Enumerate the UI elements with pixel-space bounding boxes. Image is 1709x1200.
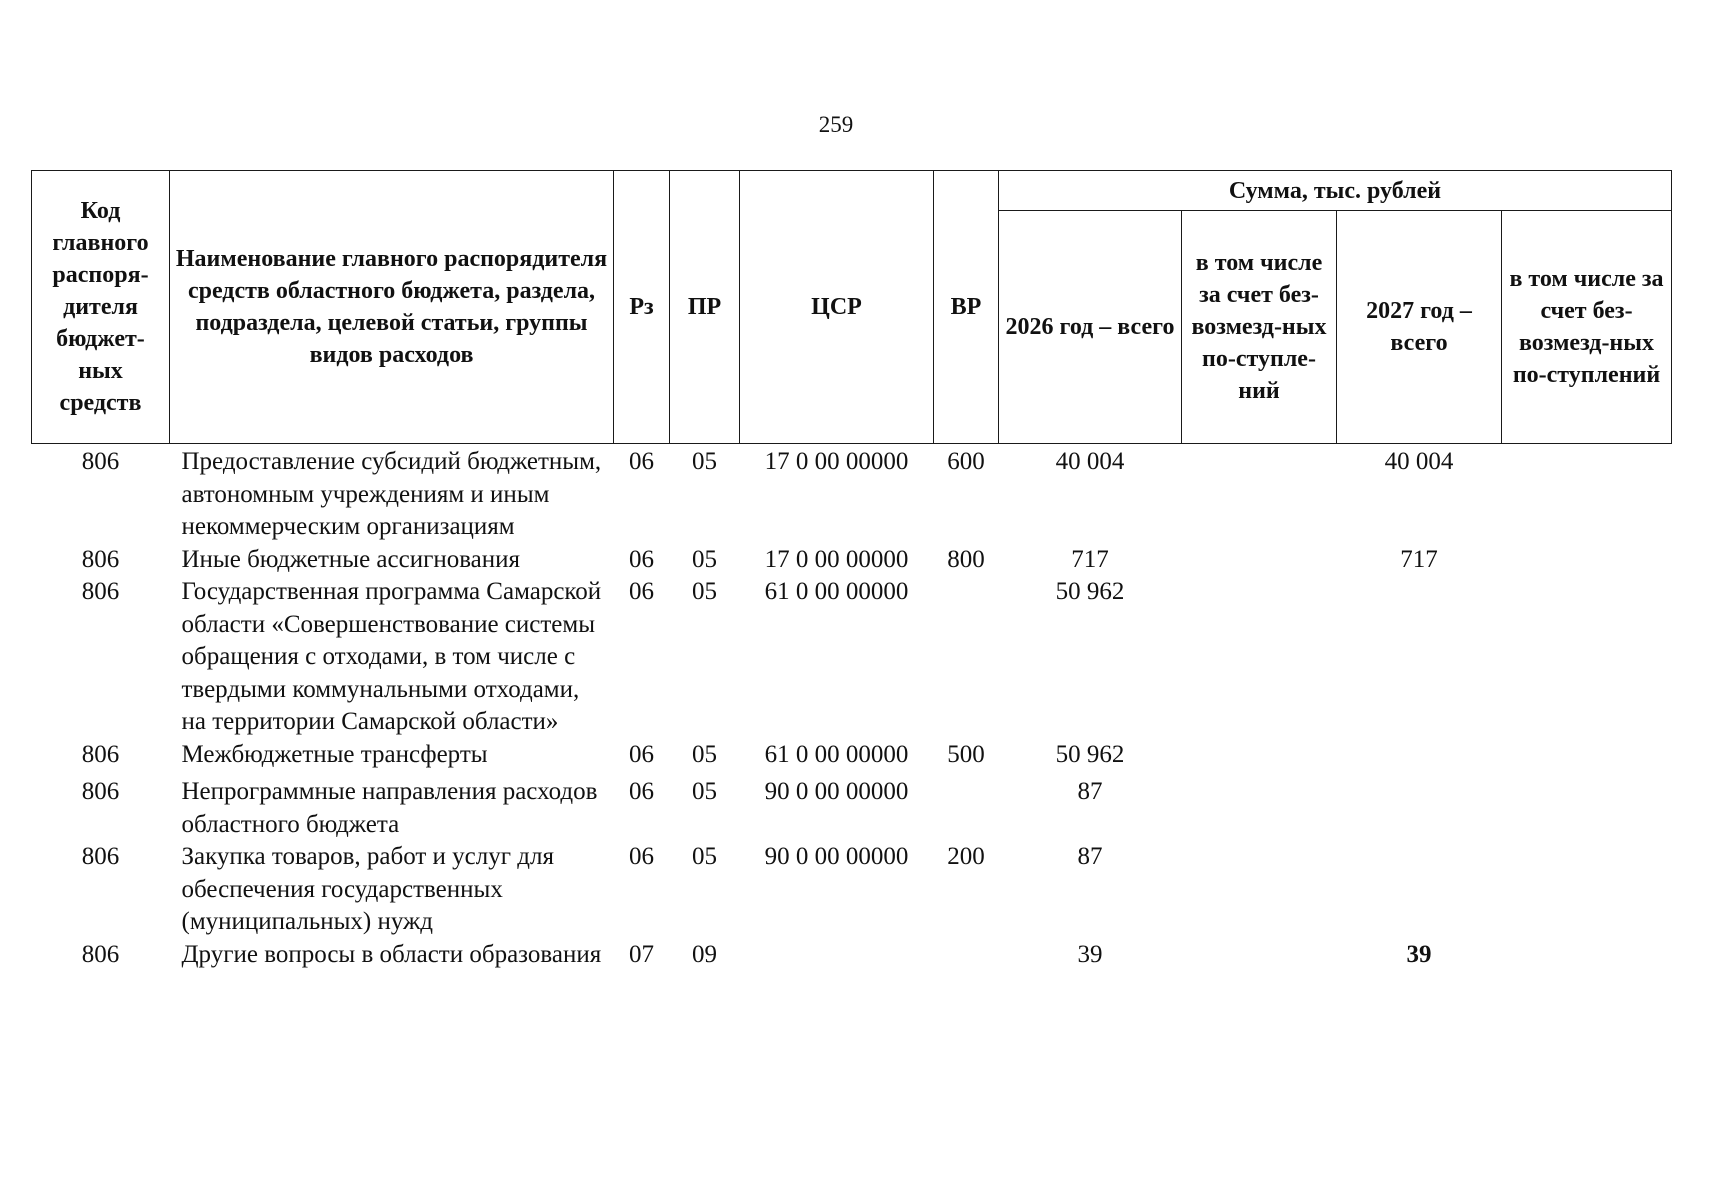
cell-total-2026: 40 004 [1055, 448, 1125, 475]
page-number: 259 [818, 112, 854, 137]
header-free-2027: в том числе за счет без-возмезд-ных по-ступлений [1502, 211, 1672, 444]
cell-rz: 06 [629, 578, 654, 605]
cell-free-2027 [1502, 576, 1672, 739]
cell-code: 806 [81, 778, 120, 805]
cell-total-2026: 50 962 [1055, 578, 1125, 605]
cell-total-2027: 39 [1406, 940, 1432, 968]
cell-pr: 05 [692, 578, 717, 605]
cell-name: Межбюджетные трансферты [181, 740, 488, 768]
header-total-2026: 2026 год – всего [999, 211, 1182, 444]
header-pr: ПР [670, 171, 740, 444]
cell-free-2027 [1502, 841, 1672, 939]
cell-rz: 06 [629, 740, 654, 768]
cell-rz: 06 [629, 545, 654, 573]
header-total-2027: 2027 год – всего [1337, 211, 1502, 444]
cell-total-2026: 717 [1071, 545, 1109, 573]
cell-vr: 500 [947, 740, 985, 768]
cell-pr: 09 [692, 940, 717, 968]
cell-free-2027 [1502, 771, 1672, 841]
cell-vr [934, 939, 999, 972]
cell-total-2027: 717 [1400, 545, 1438, 573]
cell-code: 806 [81, 578, 120, 605]
header-free-2026: в том числе за счет без-возмезд-ных по-ступле-ний [1182, 211, 1337, 444]
budget-table [31, 170, 1672, 971]
cell-total-2026: 87 [1077, 778, 1103, 805]
cell-total-2026: 39 [1077, 940, 1103, 968]
cell-vr: 800 [947, 545, 985, 573]
cell-rz: 06 [629, 448, 654, 475]
cell-vr: 200 [947, 843, 985, 870]
cell-total-2027 [1337, 771, 1502, 841]
table-row [32, 444, 1672, 544]
cell-free-2027 [1502, 444, 1672, 544]
cell-csr: 17 0 00 00000 [764, 545, 909, 573]
header-code: Код главного распоря-дителя бюджет-ных средств [32, 171, 170, 444]
table-row [32, 771, 1672, 841]
cell-free-2026 [1182, 544, 1337, 577]
cell-csr: 90 0 00 00000 [764, 778, 909, 805]
cell-pr: 05 [692, 843, 717, 870]
table-row [32, 739, 1672, 772]
table-row [32, 544, 1672, 577]
header-vr: ВР [934, 171, 999, 444]
cell-free-2026 [1182, 739, 1337, 772]
cell-total-2027 [1337, 841, 1502, 939]
cell-rz: 06 [629, 843, 654, 870]
cell-code: 806 [81, 545, 120, 573]
header-rz: Рз [614, 171, 670, 444]
cell-name: Другие вопросы в области образования [181, 940, 602, 968]
cell-name: Предоставление субсидий бюджетным, автономным учреждениям и иным некоммерческим организациям [181, 448, 602, 540]
cell-vr [934, 576, 999, 739]
cell-csr: 61 0 00 00000 [764, 740, 909, 768]
cell-pr: 05 [692, 545, 717, 573]
cell-pr: 05 [692, 778, 717, 805]
cell-total-2027 [1337, 576, 1502, 739]
header-csr: ЦСР [740, 171, 934, 444]
table-row [32, 576, 1672, 739]
cell-free-2026 [1182, 841, 1337, 939]
cell-free-2027 [1502, 739, 1672, 772]
cell-name: Государственная программа Самарской области «Совершенствование системы обращения с отходами, в том числе с твердыми коммунальными отходами, на территории Самарской области» [181, 578, 602, 735]
cell-free-2026 [1182, 771, 1337, 841]
cell-total-2027: 40 004 [1384, 448, 1454, 475]
cell-rz: 07 [629, 940, 654, 968]
cell-csr: 61 0 00 00000 [764, 578, 909, 605]
table-row [32, 841, 1672, 939]
cell-free-2026 [1182, 444, 1337, 544]
cell-code: 806 [81, 940, 120, 968]
table-row [32, 939, 1672, 972]
cell-code: 806 [81, 843, 120, 870]
cell-rz: 06 [629, 778, 654, 805]
cell-name: Закупка товаров, работ и услуг для обеспечения государственных (муниципальных) нужд [181, 843, 554, 935]
header-name: Наименование главного распорядителя средств областного бюджета, раздела, подраздела, целевой статьи, группы видов расходов [170, 171, 614, 444]
table-body [32, 444, 1672, 972]
cell-csr [740, 939, 934, 972]
cell-csr: 90 0 00 00000 [764, 843, 909, 870]
cell-total-2027 [1337, 739, 1502, 772]
cell-vr: 600 [947, 448, 985, 475]
cell-free-2027 [1502, 939, 1672, 972]
cell-code: 806 [81, 448, 120, 475]
cell-csr: 17 0 00 00000 [764, 448, 909, 475]
cell-code: 806 [81, 740, 120, 768]
cell-name: Непрограммные направления расходов областного бюджета [181, 778, 598, 838]
header-sum-group: Сумма, тыс. рублей [999, 171, 1672, 211]
cell-total-2026: 87 [1077, 843, 1103, 870]
cell-vr [934, 771, 999, 841]
cell-free-2026 [1182, 576, 1337, 739]
cell-free-2027 [1502, 544, 1672, 577]
table-header [32, 171, 1672, 444]
cell-total-2026: 50 962 [1055, 740, 1125, 768]
cell-name: Иные бюджетные ассигнования [181, 545, 521, 573]
cell-free-2026 [1182, 939, 1337, 972]
cell-pr: 05 [692, 448, 717, 475]
cell-pr: 05 [692, 740, 717, 768]
